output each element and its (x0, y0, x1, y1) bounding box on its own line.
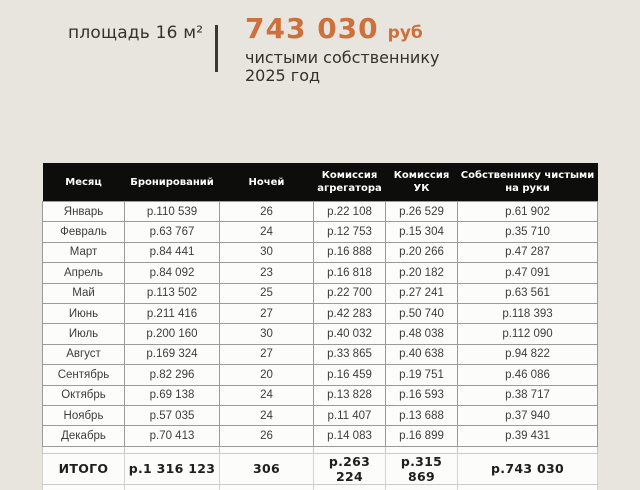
table-cell: Июль (43, 324, 125, 344)
table-row (43, 283, 598, 303)
bottom-strip-cell (314, 484, 386, 490)
table-cell: р.39 431 (458, 426, 598, 446)
table-cell: 25 (220, 283, 314, 303)
column-header: Бронирований (125, 163, 220, 202)
spacer-cell (220, 446, 314, 453)
table-cell: р.63 561 (458, 283, 598, 303)
table-cell: р.50 740 (386, 303, 458, 323)
table-cell: р.200 160 (125, 324, 220, 344)
column-header: Ночей (220, 163, 314, 202)
table-cell: р.12 753 (314, 222, 386, 242)
table-cell: р.69 138 (125, 385, 220, 405)
table-cell: Сентябрь (43, 365, 125, 385)
table-cell: р.118 393 (458, 303, 598, 323)
area-label: площадь 16 м² (68, 23, 204, 43)
income-table (42, 163, 598, 490)
table-cell: 24 (220, 385, 314, 405)
table-cell: 26 (220, 202, 314, 222)
table-cell: р.61 902 (458, 202, 598, 222)
table-row (43, 405, 598, 425)
spacer-cell (125, 446, 220, 453)
table-cell: р.16 593 (386, 385, 458, 405)
table-cell: р.47 091 (458, 263, 598, 283)
table-header (43, 163, 598, 202)
table-row (43, 202, 598, 222)
table-cell: 27 (220, 303, 314, 323)
table-cell: Март (43, 242, 125, 262)
spacer-cell (314, 446, 386, 453)
table-cell: р.46 086 (458, 365, 598, 385)
table-cell: Ноябрь (43, 405, 125, 425)
table-cell: р.20 266 (386, 242, 458, 262)
table-cell: р.113 502 (125, 283, 220, 303)
table-cell: р.48 038 (386, 324, 458, 344)
table-cell: р.22 108 (314, 202, 386, 222)
table-cell: р.112 090 (458, 324, 598, 344)
table-cell: Октябрь (43, 385, 125, 405)
header-row (43, 163, 598, 202)
total-cell: 306 (220, 453, 314, 484)
spacer-cell (458, 446, 598, 453)
table-cell: 24 (220, 222, 314, 242)
table-cell: 30 (220, 242, 314, 262)
table-row (43, 426, 598, 446)
table-row (43, 324, 598, 344)
total-cell: ИТОГО (43, 453, 125, 484)
table-cell: Май (43, 283, 125, 303)
bottom-strip-cell (43, 484, 125, 490)
table-cell: 24 (220, 405, 314, 425)
table-cell: 26 (220, 426, 314, 446)
amount-block (245, 12, 439, 85)
column-header: Комиссия агрегатора (314, 163, 386, 202)
table-cell: р.84 441 (125, 242, 220, 262)
table-cell: Декабрь (43, 426, 125, 446)
table-cell: р.63 767 (125, 222, 220, 242)
spacer-cell (43, 446, 125, 453)
total-cell: р.1 316 123 (125, 453, 220, 484)
vertical-divider (215, 25, 218, 72)
table-cell: р.33 865 (314, 344, 386, 364)
table-cell: р.15 304 (386, 222, 458, 242)
total-cell: р.263 224 (314, 453, 386, 484)
table-footer (43, 446, 598, 490)
table-cell: р.110 539 (125, 202, 220, 222)
table-cell: р.70 413 (125, 426, 220, 446)
table-cell: Апрель (43, 263, 125, 283)
table-cell: р.27 241 (386, 283, 458, 303)
table-cell: р.94 822 (458, 344, 598, 364)
bottom-strip-cell (386, 484, 458, 490)
column-header: Собственнику чистыми на руки (458, 163, 598, 202)
table-cell: р.35 710 (458, 222, 598, 242)
table-cell: р.169 324 (125, 344, 220, 364)
total-cell: р.315 869 (386, 453, 458, 484)
table-cell: 20 (220, 365, 314, 385)
spacer-cell (386, 446, 458, 453)
table-cell: р.38 717 (458, 385, 598, 405)
table-row (43, 365, 598, 385)
total-cell: р.743 030 (458, 453, 598, 484)
table-cell: р.20 182 (386, 263, 458, 283)
caption-line-2: 2025 год (245, 66, 321, 85)
table-cell: р.211 416 (125, 303, 220, 323)
spacer-row (43, 446, 598, 453)
amount-line (245, 12, 439, 45)
table-cell: р.16 818 (314, 263, 386, 283)
table-cell: р.13 688 (386, 405, 458, 425)
table-row (43, 222, 598, 242)
total-amount: 743 030 (245, 12, 379, 45)
table-cell: Февраль (43, 222, 125, 242)
caption-line-1: чистыми собственнику (245, 48, 440, 67)
table-cell: р.11 407 (314, 405, 386, 425)
table-cell: р.16 899 (386, 426, 458, 446)
table-row (43, 385, 598, 405)
bottom-strip-row (43, 484, 598, 490)
table-cell: Июнь (43, 303, 125, 323)
table-cell: р.42 283 (314, 303, 386, 323)
table-cell: р.16 888 (314, 242, 386, 262)
column-header: Комиссия УК (386, 163, 458, 202)
table-cell: р.84 092 (125, 263, 220, 283)
table-row (43, 242, 598, 262)
table-cell: р.40 032 (314, 324, 386, 344)
table-cell: р.26 529 (386, 202, 458, 222)
table-cell: р.13 828 (314, 385, 386, 405)
table-cell: р.47 287 (458, 242, 598, 262)
table-body (43, 202, 598, 447)
table-cell: р.22 700 (314, 283, 386, 303)
currency-label: руб (387, 23, 423, 43)
bottom-strip-cell (125, 484, 220, 490)
column-header: Месяц (43, 163, 125, 202)
table-row (43, 344, 598, 364)
table-cell: р.16 459 (314, 365, 386, 385)
table-cell: 30 (220, 324, 314, 344)
table-cell: р.82 296 (125, 365, 220, 385)
table-row (43, 263, 598, 283)
table-row (43, 303, 598, 323)
table-cell: р.19 751 (386, 365, 458, 385)
bottom-strip-cell (458, 484, 598, 490)
table-cell: р.37 940 (458, 405, 598, 425)
table-cell: Январь (43, 202, 125, 222)
table-cell: р.57 035 (125, 405, 220, 425)
table-cell: Август (43, 344, 125, 364)
amount-caption (245, 49, 439, 85)
table-cell: 23 (220, 263, 314, 283)
table-cell: р.40 638 (386, 344, 458, 364)
table-cell: 27 (220, 344, 314, 364)
bottom-strip-cell (220, 484, 314, 490)
table-cell: р.14 083 (314, 426, 386, 446)
